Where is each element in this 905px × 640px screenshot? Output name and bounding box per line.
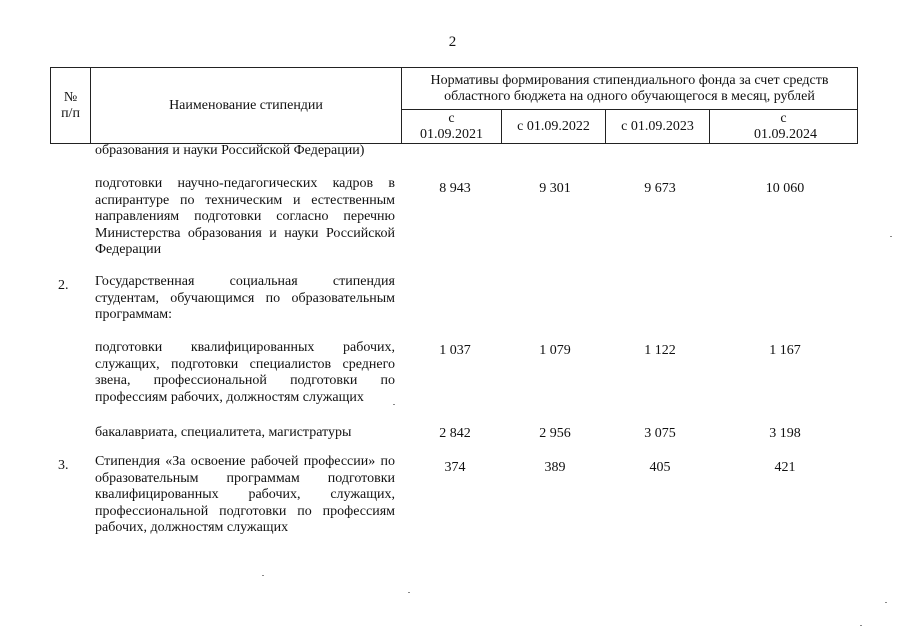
row-4-value-2022: 2 956 <box>539 426 571 441</box>
scan-speck <box>885 602 887 603</box>
header-date-2022: с 01.09.2022 <box>502 110 606 144</box>
scan-speck <box>890 236 892 237</box>
row-3-value-2022: 1 079 <box>539 343 571 358</box>
header-name-label: Наименование стипендии <box>91 68 402 144</box>
scan-speck <box>393 404 395 405</box>
row-number-3: 3. <box>58 458 69 473</box>
row-5-value-2022: 389 <box>544 460 566 475</box>
row-1-value-2024: 10 060 <box>765 181 805 196</box>
scan-speck <box>860 625 862 626</box>
row-1-value-2021: 8 943 <box>439 181 471 196</box>
row-text-2: Государственная социальная стипендия студентам, обучающимся по образовательным программам: <box>95 274 395 322</box>
page-number: 2 <box>448 34 457 50</box>
header-date-2023: с 01.09.2023 <box>606 110 710 144</box>
header-date-2021: с 01.09.2021 <box>402 110 502 144</box>
row-1-value-2022: 9 301 <box>539 181 571 196</box>
row-text-4: бакалавриата, специалитета, магистратуры <box>95 425 352 440</box>
row-3-value-2021: 1 037 <box>439 343 471 358</box>
row-5-value-2021: 374 <box>444 460 466 475</box>
scan-speck <box>408 592 410 593</box>
row-3-value-2023: 1 122 <box>644 343 676 358</box>
row-text-1: подготовки научно-педагогических кадров в аспирантуре по техническим и естественным направлениям подготовки согласно перечню Министерства образования и науки Российской Федерации <box>95 176 395 257</box>
header-number-label: № п/п <box>51 68 91 144</box>
row-text-5: Стипендия «За освоение рабочей профессии» по образовательным программам подготовки квалифицированных рабочих, служащих, профессиональной подготовки по профессиям рабочих, должностям служащих <box>95 454 395 535</box>
row-3-value-2024: 1 167 <box>769 343 801 358</box>
continuation-text: образования и науки Российской Федерации) <box>95 143 365 158</box>
header-date-2024: с 01.09.2024 <box>710 110 858 144</box>
row-1-value-2023: 9 673 <box>644 181 676 196</box>
row-text-3: подготовки квалифицированных рабочих, служащих, подготовки специалистов среднего звена, профессиональной подготовки по профессиям рабочих, должностям служащих <box>95 340 395 405</box>
row-4-value-2021: 2 842 <box>439 426 471 441</box>
header-normatives-label: Нормативы формирования стипендиального фонда за счет средств областного бюджета на одного обучающегося в месяц, рублей <box>402 68 858 110</box>
row-number-2: 2. <box>58 278 69 293</box>
row-5-value-2024: 421 <box>774 460 796 475</box>
row-4-value-2023: 3 075 <box>644 426 676 441</box>
row-4-value-2024: 3 198 <box>769 426 801 441</box>
scan-speck <box>262 575 264 576</box>
row-5-value-2023: 405 <box>649 460 671 475</box>
